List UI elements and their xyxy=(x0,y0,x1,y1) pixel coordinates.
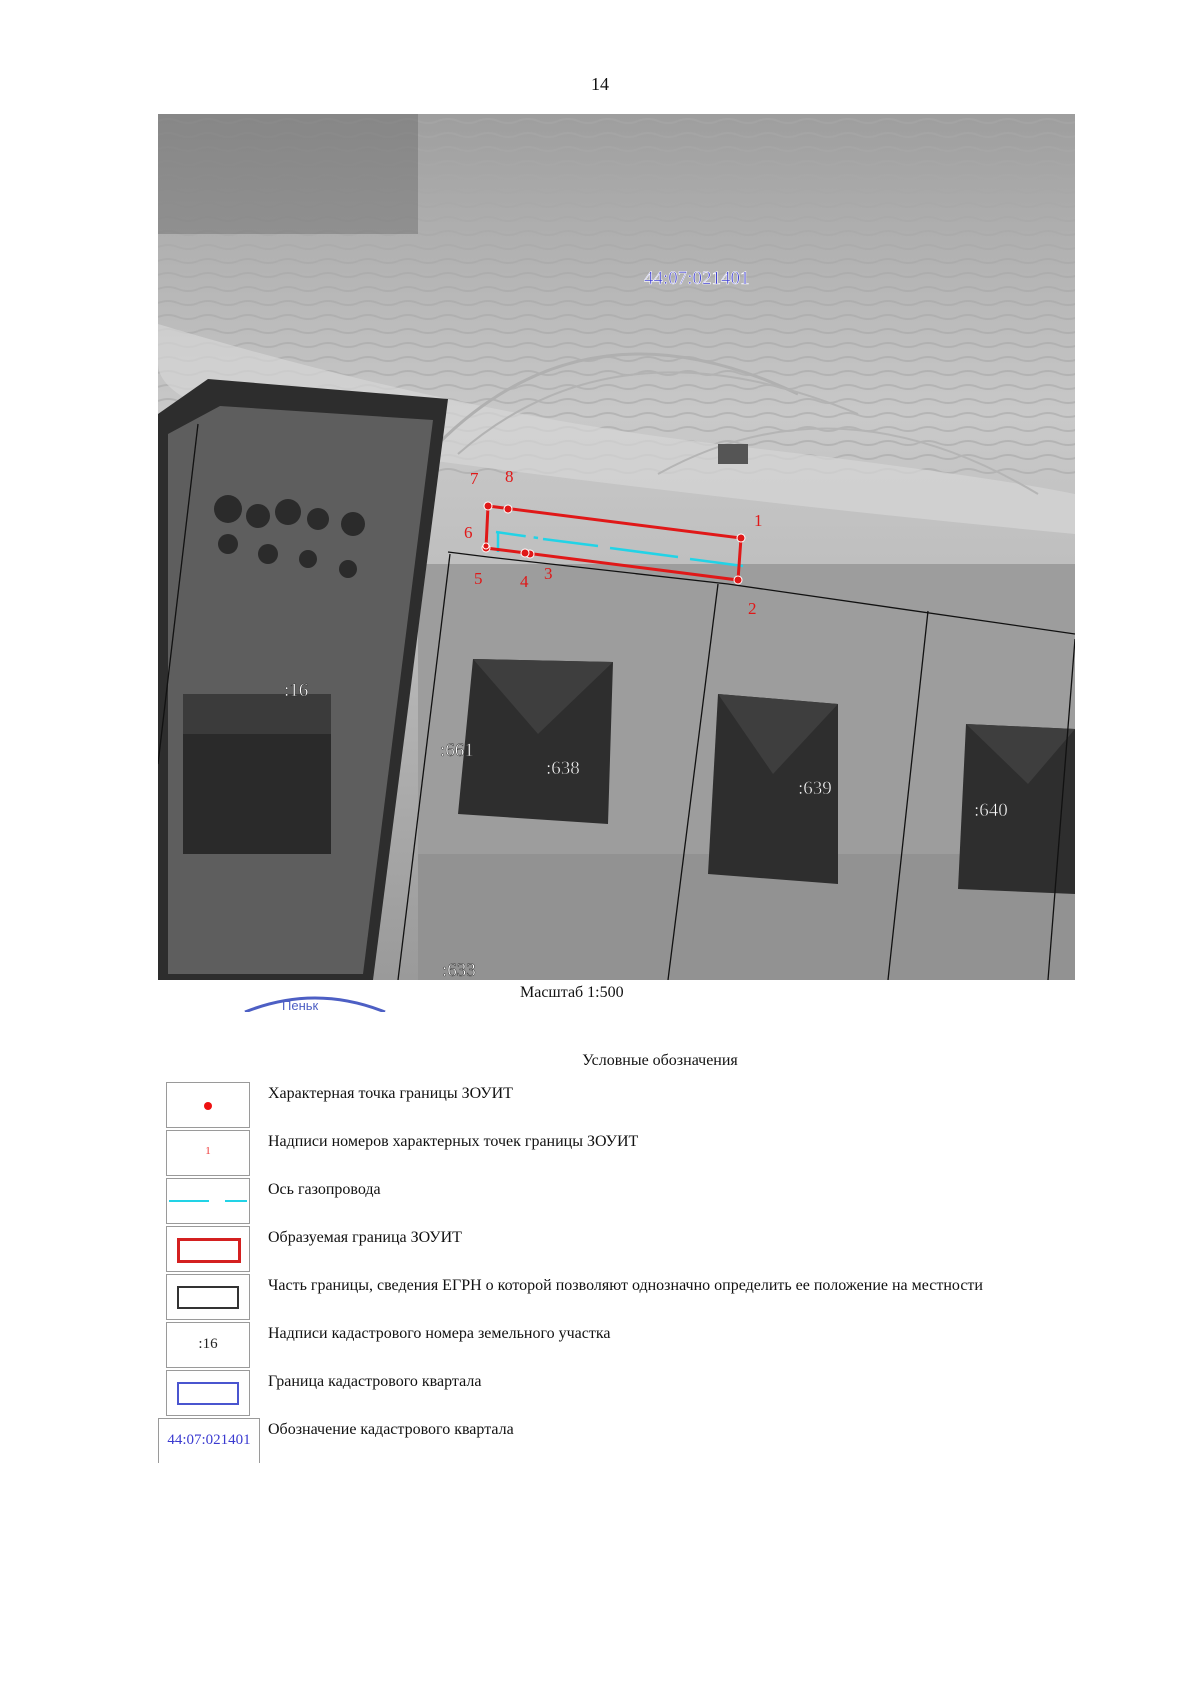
legend-text: Надписи кадастрового номера земельного участка xyxy=(268,1325,611,1342)
zouit-point-2 xyxy=(734,576,742,584)
parcel-label-640: :640 xyxy=(974,800,1008,821)
point-label-6: 6 xyxy=(464,523,473,542)
legend-text: Обозначение кадастрового квартала xyxy=(268,1421,514,1438)
legend-title: Условные обозначения xyxy=(582,1052,738,1069)
zouit-point-4 xyxy=(521,549,529,557)
black-rect-icon xyxy=(177,1286,239,1309)
stamp-text: Пеньк xyxy=(282,998,319,1012)
parcel-label-16: :16 xyxy=(284,680,309,701)
legend-text: Часть границы, сведения ЕГРН о которой позволяют однозначно определить ее положение на местности xyxy=(268,1277,983,1294)
house-16-roof-side xyxy=(183,694,331,734)
legend-text: Надписи номеров характерных точек границы ЗОУИТ xyxy=(268,1133,639,1150)
parcel-label-638: :638 xyxy=(546,758,580,779)
zouit-point-7 xyxy=(484,502,492,510)
page-number: 14 xyxy=(591,74,609,94)
legend-symbol-blue-rect xyxy=(166,1370,250,1416)
parcel-label-661: :661 xyxy=(440,740,474,761)
parcel-label-639: :639 xyxy=(798,778,832,799)
legend-symbol-quarter-label xyxy=(158,1418,260,1463)
legend-text: Характерная точка границы ЗОУИТ xyxy=(268,1085,513,1102)
zouit-point-1 xyxy=(737,534,745,542)
legend-symbol-cyan-dash xyxy=(166,1178,250,1224)
parcel-label-633: :633 xyxy=(442,960,476,980)
stamp-fragment xyxy=(240,988,390,1012)
legend-symbol-red-dot xyxy=(166,1082,250,1128)
legend-symbol-red-rect xyxy=(166,1226,250,1272)
number-label-sample: 1 xyxy=(205,1145,211,1157)
quarter-label-sample: 44:07:021401 xyxy=(167,1432,251,1448)
legend-text: Ось газопровода xyxy=(268,1181,381,1198)
point-label-4: 4 xyxy=(520,572,529,591)
legend-symbol-cad-label xyxy=(166,1322,250,1368)
zouit-point-6 xyxy=(483,543,489,549)
map-svg[interactable] xyxy=(158,114,1075,980)
scale-caption: Масштаб 1:500 xyxy=(520,984,624,1001)
shed-near-road xyxy=(718,444,748,464)
cad-label-sample: :16 xyxy=(198,1336,218,1352)
point-label-3: 3 xyxy=(544,564,553,583)
point-label-2: 2 xyxy=(748,599,757,618)
legend-text: Образуемая граница ЗОУИТ xyxy=(268,1229,462,1246)
map-frame[interactable] xyxy=(158,114,1075,980)
zouit-point-8 xyxy=(504,505,512,513)
point-label-5: 5 xyxy=(474,569,483,588)
cyan-dash-icon xyxy=(167,1179,249,1223)
legend-symbol-black-rect xyxy=(166,1274,250,1320)
dark-trees-top xyxy=(158,114,418,234)
quarter-label: 44:07:021401 xyxy=(644,268,750,289)
point-label-8: 8 xyxy=(505,467,514,486)
blue-rect-icon xyxy=(177,1382,239,1405)
point-label-7: 7 xyxy=(470,469,479,488)
legend-symbol-number-label xyxy=(166,1130,250,1176)
red-dot-icon xyxy=(204,1102,212,1110)
legend-text: Граница кадастрового квартала xyxy=(268,1373,482,1390)
point-label-1: 1 xyxy=(754,511,763,530)
red-rect-icon xyxy=(177,1238,241,1263)
